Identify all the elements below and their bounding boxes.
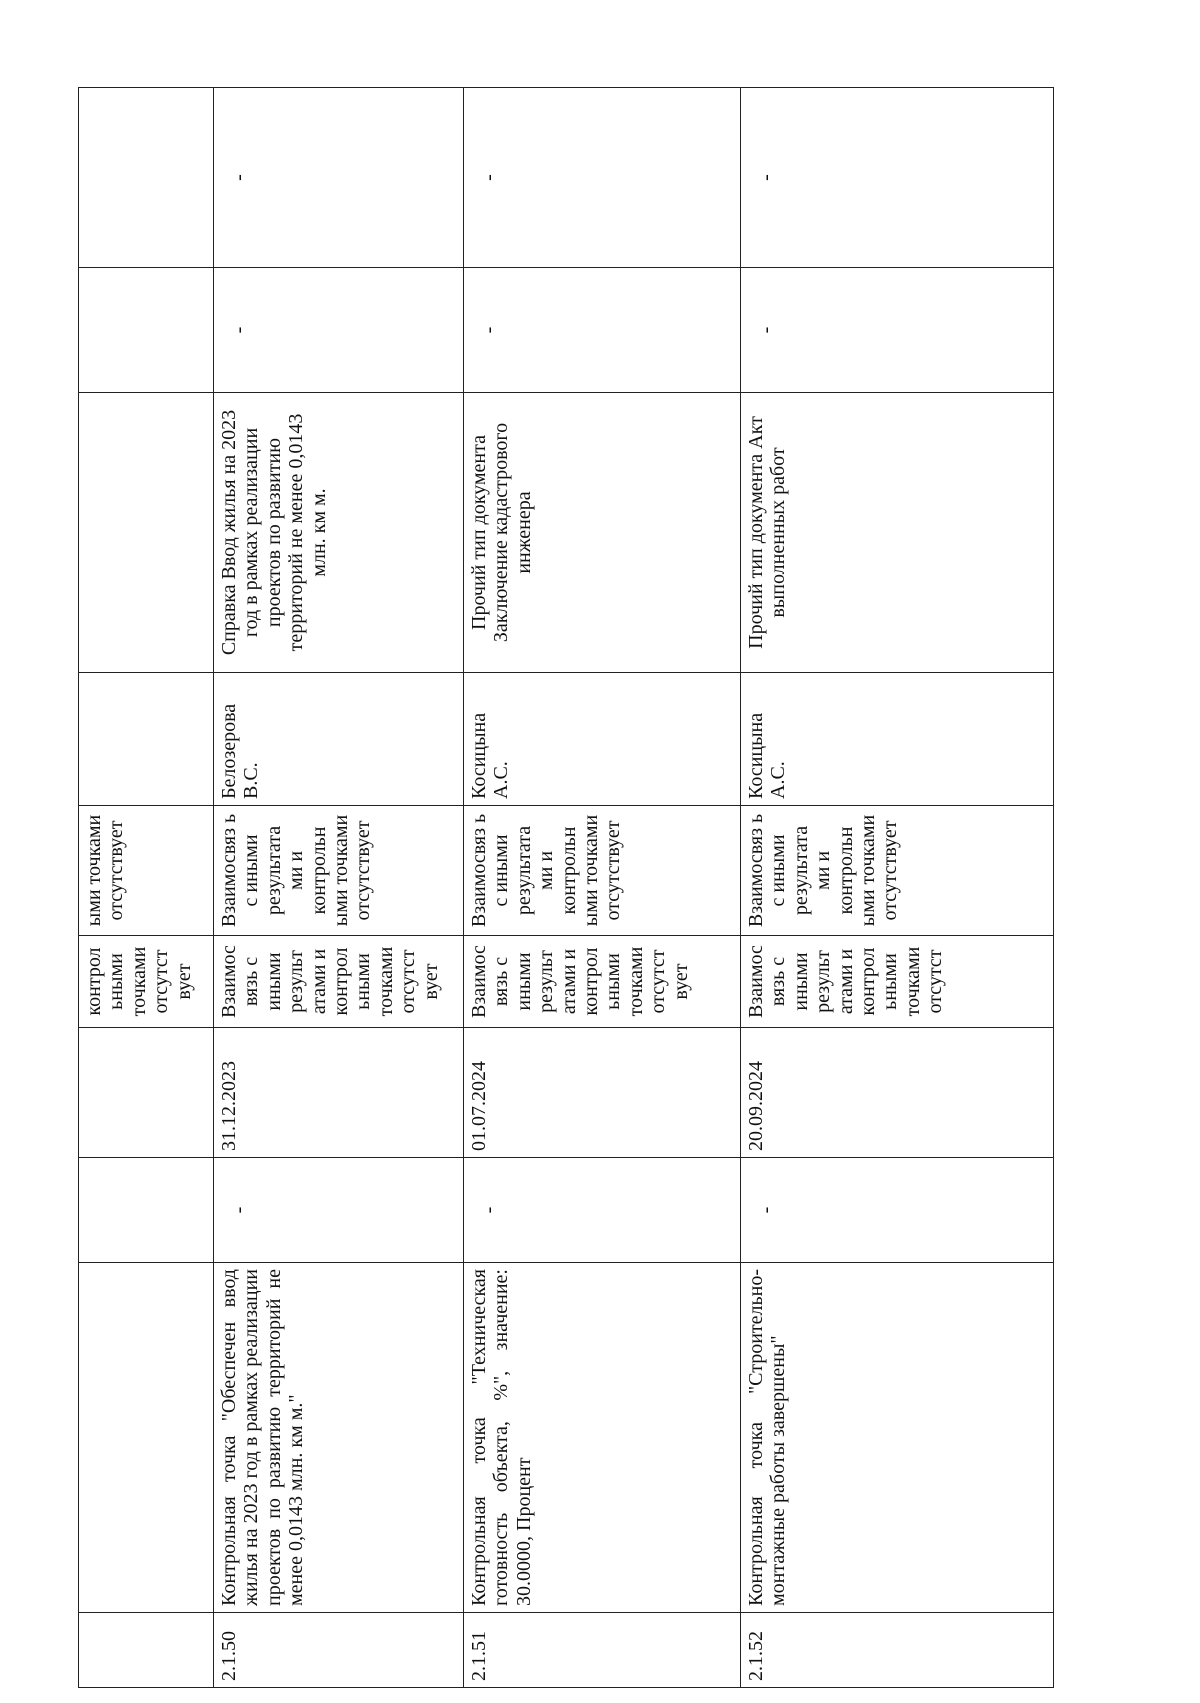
- cell-dash: [214, 268, 464, 393]
- control-point-name: Контрольная точка "Обеспечен ввод жилья на 2023 год в рамках реализации проектов по развитию территорий не менее 0,0143 млн. км м.": [214, 1263, 464, 1613]
- responsible-person: Косицына А.С.: [464, 673, 741, 806]
- dash-value: -: [228, 174, 250, 181]
- dash-value: -: [478, 1206, 500, 1214]
- control-points-table: [78, 87, 1054, 1688]
- cell-empty: [79, 268, 214, 393]
- due-date: 01.07.2024: [464, 1028, 741, 1158]
- fragment-relation-2: ыми точками отсутствует: [79, 806, 214, 936]
- relation-text-1: Взаимос вязь с иными результ атами и контрол ьными точками отсутст вует: [464, 936, 741, 1028]
- cell-empty: [79, 1613, 214, 1688]
- table-row-header-fragment: [79, 88, 214, 1688]
- cell-dash: [741, 268, 1054, 393]
- dash-value: -: [755, 174, 777, 181]
- dash-value: -: [755, 1206, 777, 1214]
- cell-dash: [741, 1158, 1054, 1263]
- document-type: Справка Ввод жилья на 2023 год в рамках реализации проектов по развитию территорий не менее 0,0143 млн. км м.: [214, 393, 464, 673]
- cell-empty: [79, 393, 214, 673]
- relation-text-1: Взаимос вязь с иными результ атами и контрол ьными точками отсутст вует: [214, 936, 464, 1028]
- control-point-name: Контрольная точка "Техническая готовность объекта, %", значение: 30.0000, Процент: [464, 1263, 741, 1613]
- due-date: 20.09.2024: [741, 1028, 1054, 1158]
- dash-value: -: [478, 326, 500, 334]
- relation-text-1: Взаимос вязь с иными результ атами и контрол ьными точками отсутст: [741, 936, 1054, 1028]
- dash-value: -: [228, 326, 250, 334]
- control-point-name: Контрольная точка "Строительно-монтажные работы завершены": [741, 1263, 1054, 1613]
- document-type: Прочий тип документа Акт выполненных работ: [741, 393, 1054, 673]
- document-type: Прочий тип документа Заключение кадастрового инженера: [464, 393, 741, 673]
- cell-empty: [79, 1028, 214, 1158]
- cell-dash: [464, 1158, 741, 1263]
- cell-dash: [214, 88, 464, 268]
- row-number: 2.1.50: [214, 1613, 464, 1688]
- cell-empty: [79, 88, 214, 268]
- relation-text-2: Взаимосвяз ь с иными результата ми и контрольн ыми точками отсутствует: [464, 806, 741, 936]
- responsible-person: Косицына А.С.: [741, 673, 1054, 806]
- table-row: [214, 88, 464, 1688]
- cell-empty: [79, 1158, 214, 1263]
- cell-dash: [464, 268, 741, 393]
- row-number: 2.1.52: [741, 1613, 1054, 1688]
- due-date: 31.12.2023: [214, 1028, 464, 1158]
- rotated-table-wrapper: [78, 88, 1053, 1688]
- cell-dash: [464, 88, 741, 268]
- responsible-person: Белозерова В.С.: [214, 673, 464, 806]
- dash-value: -: [478, 174, 500, 181]
- dash-value: -: [228, 1206, 250, 1214]
- relation-text-2: Взаимосвяз ь с иными результата ми и контрольн ыми точками отсутствует: [741, 806, 1054, 936]
- cell-dash: [214, 1158, 464, 1263]
- relation-text-2: Взаимосвяз ь с иными результата ми и контрольн ыми точками отсутствует: [214, 806, 464, 936]
- dash-value: -: [755, 326, 777, 334]
- row-number: 2.1.51: [464, 1613, 741, 1688]
- table-row: [741, 88, 1054, 1688]
- table-row: [464, 88, 741, 1688]
- cell-empty: [79, 1263, 214, 1613]
- cell-empty: [79, 673, 214, 806]
- fragment-relation-1: контрол ьными точками отсутст вует: [79, 936, 214, 1028]
- cell-dash: [741, 88, 1054, 268]
